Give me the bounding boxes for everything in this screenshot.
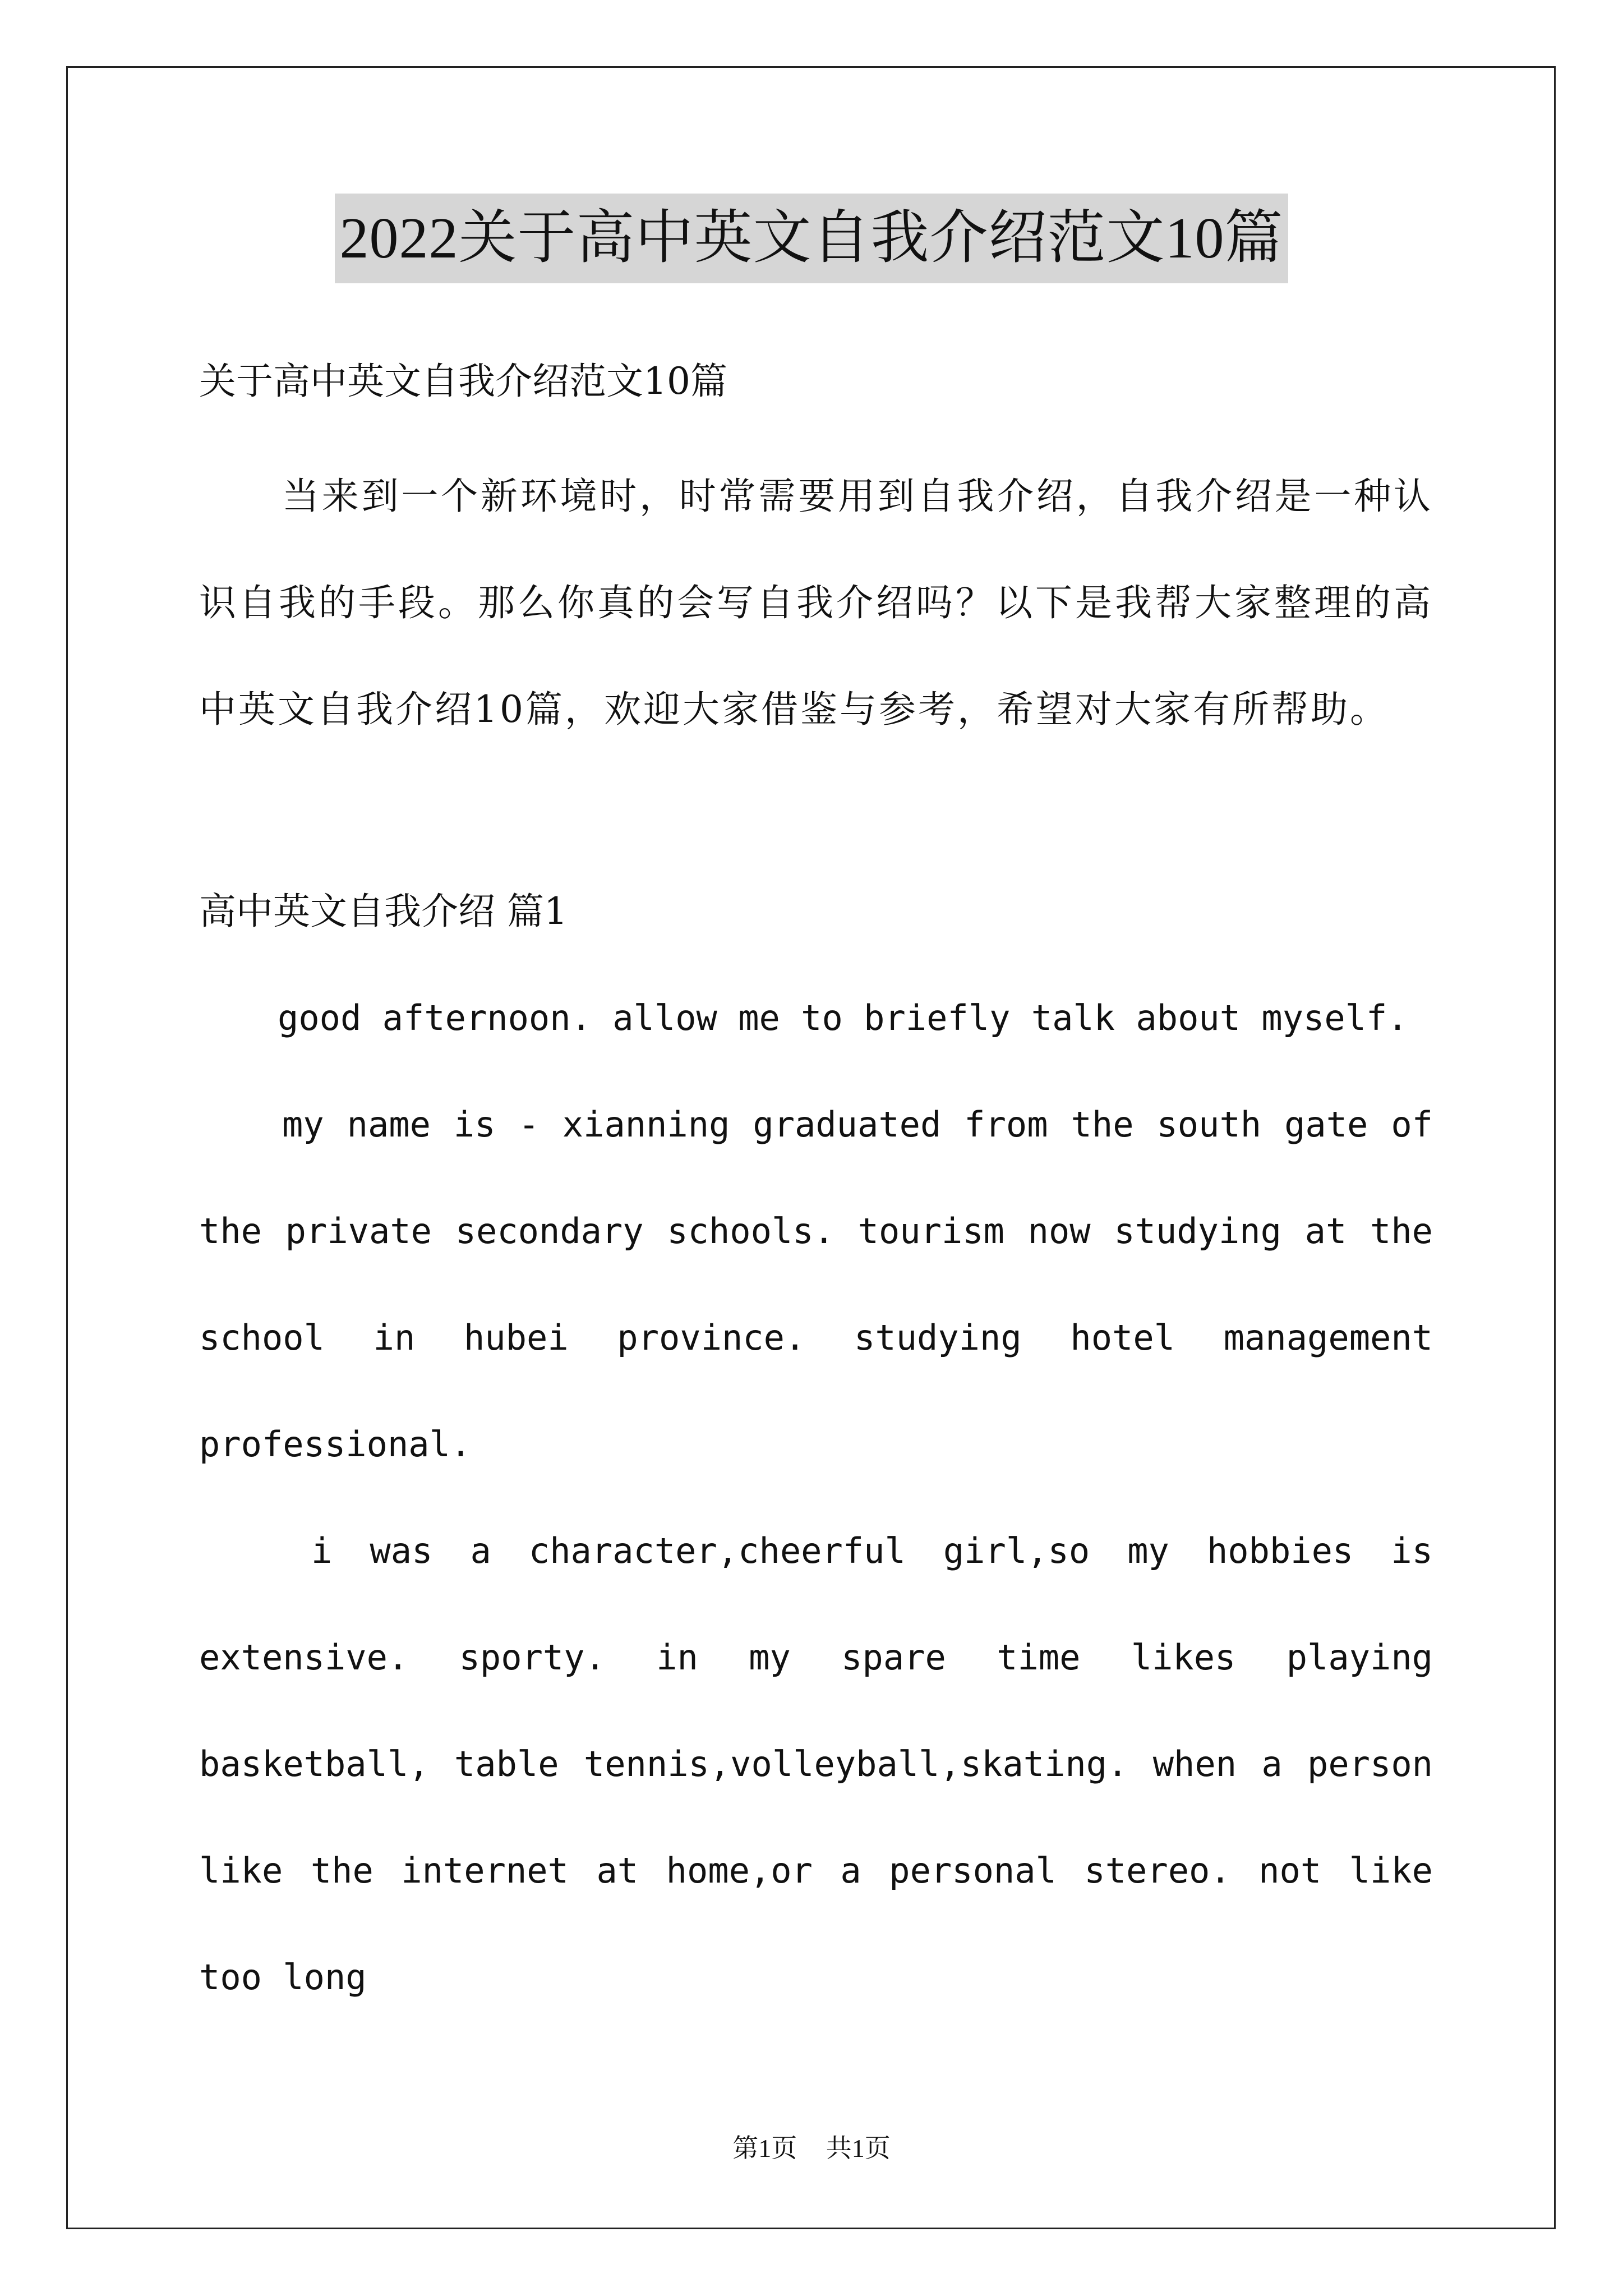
title-container xyxy=(0,194,1623,283)
intro-paragraph: 当来到一个新环境时，时常需要用到自我介绍，自我介绍是一种认识自我的手段。那么你真的会写自我介绍吗？以下是我帮大家整理的高中英文自我介绍10篇，欢迎大家借鉴与参考，希望对大家有所帮助。 xyxy=(199,475,1433,731)
document-title: 2022关于高中英文自我介绍范文10篇 xyxy=(335,194,1288,283)
page-footer xyxy=(0,2132,1623,2165)
page-total: 共1页 xyxy=(826,2134,891,2162)
body-paragraph-1: good afternoon. allow me to briefly talk about myself. xyxy=(278,997,1408,1038)
body-paragraph-2: my name is - xianning graduated from the south gate of the private secondary schools. tourism now studying at the school in hubei province. studying hotel management professional. xyxy=(199,1104,1433,1465)
section-heading: 高中英文自我介绍 篇1 xyxy=(199,890,568,933)
body-paragraph-3: i was a character,cheerful girl,so my hobbies is extensive. sporty. in my spare time likes playing basketball, table tennis,volleyball,skating. when a person like the internet at home,or a personal stereo. not like too long xyxy=(199,1530,1433,1998)
page-number: 第1页 xyxy=(732,2134,797,2162)
document-body xyxy=(199,348,1433,2031)
document-subtitle: 关于高中英文自我介绍范文10篇 xyxy=(199,360,727,403)
